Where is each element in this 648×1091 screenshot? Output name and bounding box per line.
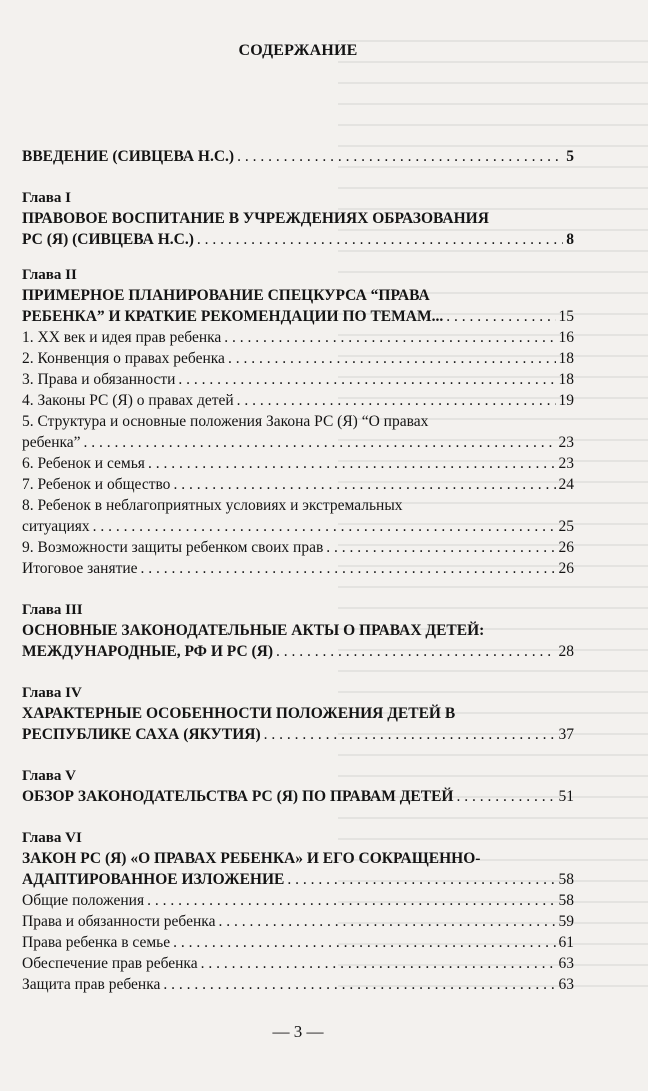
chapter-title-line: РЕСПУБЛИКЕ САХА (ЯКУТИЯ) <box>22 726 261 743</box>
toc-subentry[interactable] <box>22 537 574 558</box>
toc-subentry[interactable] <box>22 453 574 474</box>
chapter-label: Глава IV <box>22 685 82 701</box>
toc-page-number: 61 <box>558 934 574 951</box>
chapter-title-line: РЕБЕНКА” И КРАТКИЕ РЕКОМЕНДАЦИИ ПО ТЕМАМ... <box>22 308 444 325</box>
toc-entry-text-continued: ситуациях <box>22 518 90 535</box>
toc-page-number: 58 <box>558 892 574 909</box>
toc-page-number: 26 <box>558 539 574 556</box>
toc-page-number: 18 <box>558 350 574 367</box>
toc-entry-chapter-3[interactable] <box>22 641 574 662</box>
toc-entry-text: 9. Возможности защиты ребенком своих прав <box>22 539 324 556</box>
chapter-label: Глава I <box>22 190 71 206</box>
toc-subentry[interactable] <box>22 432 574 453</box>
toc-page-number: 18 <box>558 371 574 388</box>
toc-entry-text: Обеспечение прав ребенка <box>22 955 198 972</box>
dot-leader <box>224 327 555 348</box>
toc-page-number: 23 <box>558 434 574 451</box>
toc-page-number: 15 <box>558 308 574 325</box>
toc-subentry[interactable] <box>22 911 574 932</box>
toc-entry-text: 3. Права и обязанности <box>22 371 176 388</box>
toc-page-number: 5 <box>566 148 574 165</box>
chapter-title-line: АДАПТИРОВАННОЕ ИЗЛОЖЕНИЕ <box>22 871 285 888</box>
toc-entry-text: 5. Структура и основные положения Закона РС (Я) “О правах <box>22 413 429 430</box>
toc-page-number: 37 <box>558 726 574 743</box>
dot-leader <box>276 641 555 662</box>
chapter-title-line: ХАРАКТЕРНЫЕ ОСОБЕННОСТИ ПОЛОЖЕНИЯ ДЕТЕЙ В <box>22 705 456 722</box>
toc-page-number: 16 <box>558 329 574 346</box>
toc-entry-text: Права ребенка в семье <box>22 934 171 951</box>
toc-subentry[interactable] <box>22 516 574 537</box>
toc-subentry[interactable] <box>22 890 574 911</box>
dot-leader <box>264 724 556 745</box>
toc-subentry[interactable] <box>22 932 574 953</box>
toc-subentry[interactable] <box>22 474 574 495</box>
toc-page-number: 19 <box>558 392 574 409</box>
toc-subentry[interactable] <box>22 348 574 369</box>
toc-entry-text: 8. Ребенок в неблагоприятных условиях и экстремальных <box>22 497 403 514</box>
toc-page-number: 59 <box>558 913 574 930</box>
toc-subentry[interactable] <box>22 369 574 390</box>
chapter-title-line: ПРИМЕРНОЕ ПЛАНИРОВАНИЕ СПЕЦКУРСА “ПРАВА <box>22 287 430 304</box>
dot-leader <box>237 390 556 411</box>
toc-page-number: 23 <box>558 455 574 472</box>
toc-entry-text: 2. Конвенция о правах ребенка <box>22 350 225 367</box>
toc-entry-text: Защита прав ребенка <box>22 976 161 993</box>
dot-leader <box>237 146 563 167</box>
toc-entry-text-continued: ребенка” <box>22 434 81 451</box>
dot-leader <box>287 869 555 890</box>
page-number-footer: — 3 — <box>272 1022 324 1041</box>
dot-leader <box>228 348 556 369</box>
dot-leader <box>326 537 555 558</box>
toc-entry-text: 1. XX век и идея прав ребенка <box>22 329 222 346</box>
toc-page-number: 8 <box>566 231 574 248</box>
chapter-title-line: МЕЖДУНАРОДНЫЕ, РФ И РС (Я) <box>22 643 274 660</box>
dot-leader <box>163 974 555 995</box>
chapter-label: Глава II <box>22 267 77 283</box>
toc-entry-text: ВВЕДЕНИЕ (СИВЦЕВА Н.С.) <box>22 148 235 165</box>
toc-page-number: 28 <box>558 643 574 660</box>
dot-leader <box>141 558 556 579</box>
dot-leader <box>173 474 555 495</box>
dot-leader <box>446 306 555 327</box>
toc-page-number: 26 <box>558 560 574 577</box>
dot-leader <box>173 932 555 953</box>
dot-leader <box>218 911 555 932</box>
dot-leader <box>201 953 556 974</box>
toc-entry-text: Общие положения <box>22 892 145 909</box>
toc-subentry[interactable] <box>22 558 574 579</box>
dot-leader <box>178 369 555 390</box>
chapter-title-line: РС (Я) (СИВЦЕВА Н.С.) <box>22 231 194 248</box>
toc-subentry[interactable] <box>22 327 574 348</box>
chapter-title-line: ОСНОВНЫЕ ЗАКОНОДАТЕЛЬНЫЕ АКТЫ О ПРАВАХ ДЕТЕЙ: <box>22 622 485 639</box>
chapter-label: Глава VI <box>22 830 82 846</box>
chapter-label: Глава III <box>22 602 83 618</box>
toc-entry-text: 7. Ребенок и общество <box>22 476 171 493</box>
dot-leader <box>84 432 556 453</box>
dot-leader <box>197 229 563 250</box>
page-title: СОДЕРЖАНИЕ <box>238 42 358 59</box>
toc-entry-text: 4. Законы РС (Я) о правах детей <box>22 392 234 409</box>
toc-page-number: 24 <box>558 476 574 493</box>
toc-entry-chapter-2[interactable] <box>22 306 574 327</box>
toc-entry-chapter-4[interactable] <box>22 724 574 745</box>
toc-page-number: 51 <box>558 788 574 805</box>
toc-entry-chapter-1[interactable] <box>22 229 574 250</box>
dot-leader <box>93 516 556 537</box>
table-of-contents <box>22 146 574 995</box>
chapter-title-line: ЗАКОН РС (Я) «О ПРАВАХ РЕБЕНКА» И ЕГО СОКРАЩЕННО- <box>22 850 481 867</box>
toc-page-number: 58 <box>558 871 574 888</box>
toc-entry-intro[interactable] <box>22 146 574 167</box>
chapter-title-line: ОБЗОР ЗАКОНОДАТЕЛЬСТВА РС (Я) ПО ПРАВАМ ДЕТЕЙ <box>22 788 454 805</box>
toc-entry-text: Права и обязанности ребенка <box>22 913 216 930</box>
chapter-label: Глава V <box>22 768 76 784</box>
toc-page-number: 63 <box>558 955 574 972</box>
toc-page-number: 25 <box>558 518 574 535</box>
toc-page-number: 63 <box>558 976 574 993</box>
toc-subentry[interactable] <box>22 390 574 411</box>
toc-entry-text: 6. Ребенок и семья <box>22 455 145 472</box>
toc-entry-chapter-6[interactable] <box>22 869 574 890</box>
dot-leader <box>457 786 556 807</box>
dot-leader <box>147 890 555 911</box>
toc-entry-chapter-5[interactable] <box>22 786 574 807</box>
toc-entry-text: Итоговое занятие <box>22 560 138 577</box>
toc-subentry[interactable] <box>22 953 574 974</box>
toc-subentry[interactable] <box>22 974 574 995</box>
dot-leader <box>148 453 556 474</box>
chapter-title-line: ПРАВОВОЕ ВОСПИТАНИЕ В УЧРЕЖДЕНИЯХ ОБРАЗОВАНИЯ <box>22 210 489 227</box>
